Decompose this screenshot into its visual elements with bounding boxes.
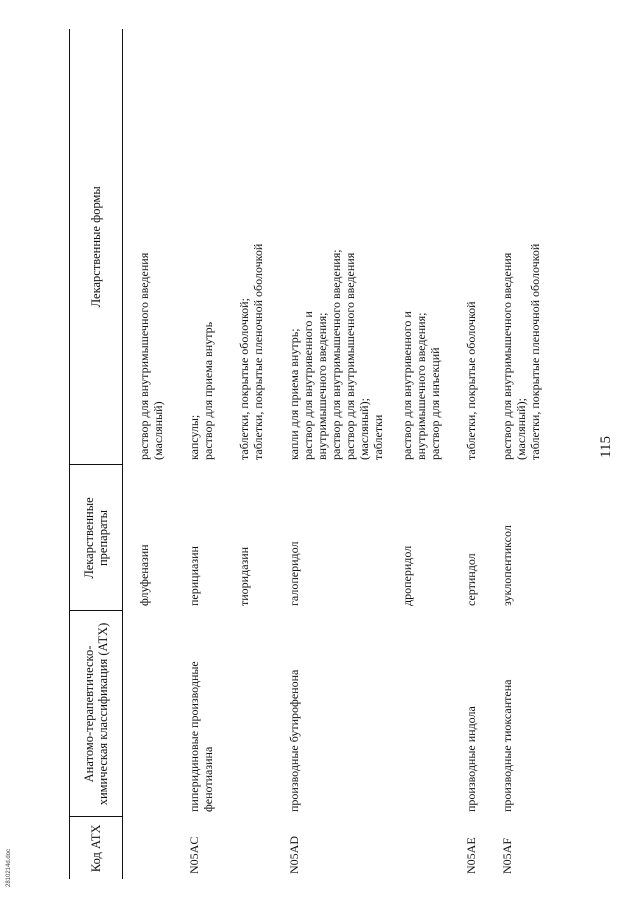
table-header-row [70, 29, 123, 879]
cell-forms [442, 29, 478, 465]
cell-classification: производные индола [464, 706, 478, 812]
cell-code: N05AE [464, 837, 478, 874]
cell-drug: зуклопентиксол [500, 525, 514, 606]
form-line: таблетки, покрытые пленочной оболочкой [251, 243, 265, 460]
cell-code [385, 817, 442, 879]
form-line: раствор для инъекций [428, 347, 442, 460]
cell-drug: тиоридазин [237, 546, 251, 606]
cell-forms [165, 29, 215, 465]
cell-code: N05AC [187, 836, 201, 874]
cell-classification [123, 611, 166, 817]
cell-code: N05AD [287, 836, 301, 874]
cell-classification: производные бутирофенона [287, 669, 301, 812]
table-row [478, 29, 542, 879]
form-line: раствор для приема внутрь [201, 321, 215, 460]
cell-code [215, 817, 265, 879]
header-drugs: Лекарственные препараты [70, 465, 123, 611]
cell-drug: перициазин [187, 546, 201, 606]
cell-code [123, 817, 166, 879]
form-line: раствор для внутримышечного введения [500, 252, 514, 460]
cell-forms [385, 29, 442, 465]
cell-classification: производные тиоксантена [500, 679, 514, 812]
form-line: внутримышечного введения; [315, 312, 329, 460]
header-forms: Лекарственные формы [70, 29, 123, 465]
form-line: раствор для внутримышечного введения [343, 252, 357, 460]
form-line: (масляный) [151, 401, 165, 460]
cell-classification: пиперидиновые производные фенотиазина [187, 661, 215, 812]
cell-forms [215, 29, 265, 465]
table-row [442, 29, 478, 879]
table-row [123, 29, 166, 879]
form-line: (масляный); [357, 398, 371, 460]
header-code: Код АТХ [70, 817, 123, 879]
cell-drug: флуфеназин [137, 544, 151, 606]
cell-forms [265, 29, 385, 465]
form-line: капли для приема внутрь; [287, 328, 301, 460]
atx-table [69, 29, 542, 879]
header-classification: Анатомо-терапевтическо-химическая классификация (АТХ) [70, 611, 123, 817]
cell-forms [123, 29, 166, 465]
cell-drug: галоперидол [287, 541, 301, 606]
form-line: раствор для внутримышечного введения [137, 252, 151, 460]
page-number: 115 [598, 436, 614, 458]
form-line: (масляный); [514, 398, 528, 460]
table-row [385, 29, 442, 879]
form-line: капсулы; [187, 414, 201, 460]
form-line: раствор для внутривенного и [400, 311, 414, 460]
cell-drug: дроперидол [400, 545, 414, 606]
form-line: раствор для внутримышечного введения; [329, 249, 343, 460]
cell-forms [478, 29, 542, 465]
form-line: раствор для внутривенного и [301, 311, 315, 460]
cell-drug: сертиндол [464, 553, 478, 606]
table-row [265, 29, 385, 879]
form-line: таблетки, покрытые пленочной оболочкой [528, 243, 542, 460]
form-line: таблетки, покрытые оболочкой [464, 301, 478, 460]
form-line: таблетки, покрытые оболочкой; [237, 298, 251, 460]
document-filename: 2810214d.doc [6, 848, 12, 887]
table-row [165, 29, 215, 879]
form-line: таблетки [371, 414, 385, 460]
cell-classification [385, 611, 442, 817]
form-line: внутримышечного введения; [414, 312, 428, 460]
cell-classification [215, 611, 265, 817]
cell-code: N05AF [500, 837, 514, 874]
table-row [215, 29, 265, 879]
